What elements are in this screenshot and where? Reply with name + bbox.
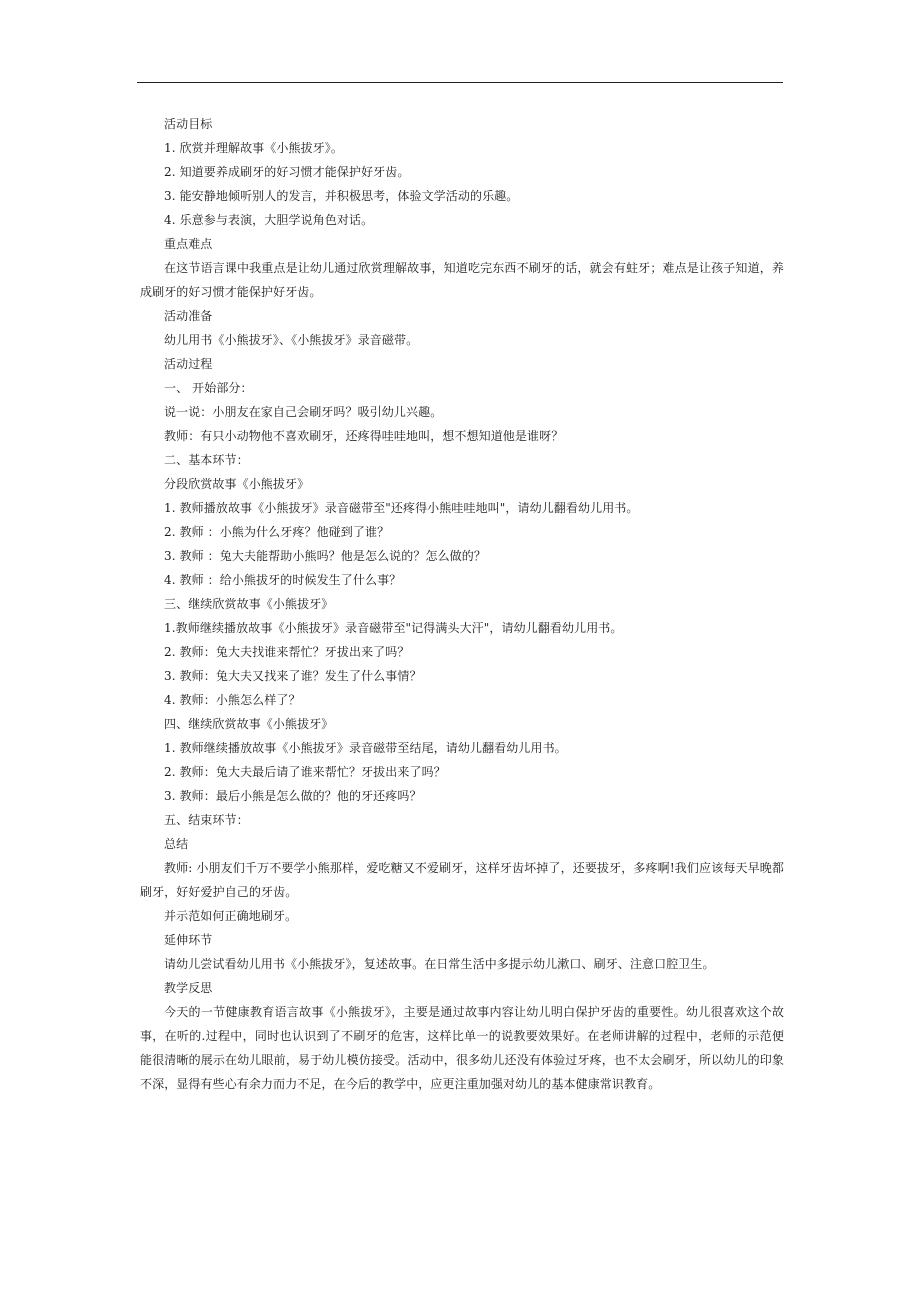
section-title: 三、继续欣赏故事《小熊拔牙》 xyxy=(164,597,334,611)
goal-item: 2. 知道要养成刷牙的好习惯才能保护好牙齿。 xyxy=(164,165,410,179)
section-line: 3. 教师 ：兔大夫能帮助小熊吗？他是怎么说的？怎么做的？ xyxy=(164,549,486,563)
heading-reflection: 教学反思 xyxy=(164,981,213,995)
section-line: 3. 教师：兔大夫又找来了谁？发生了什么事情？ xyxy=(164,669,422,683)
section-title: 四、继续欣赏故事《小熊拔牙》 xyxy=(164,717,334,731)
heading-key-points: 重点难点 xyxy=(164,237,213,251)
section-line: 说一说：小朋友在家自己会刷牙吗？吸引幼儿兴趣。 xyxy=(164,405,443,419)
key-points-paragraph: 在这节语言课中我重点是让幼儿通过欣赏理解故事，知道吃完东西不刷牙的话，就会有蛀牙；难点是让孩子知道，养成刷牙的好习惯才能保护好牙齿。 xyxy=(140,261,784,299)
heading-process: 活动过程 xyxy=(164,357,213,371)
heading-goals: 活动目标 xyxy=(164,117,213,131)
section-line: 3. 教师：最后小熊是怎么做的？他的牙还疼吗？ xyxy=(164,789,422,803)
preparation-text: 幼儿用书《小熊拔牙》、《小熊拔牙》录音磁带。 xyxy=(164,333,419,347)
goal-item: 3. 能安静地倾听别人的发言，并积极思考，体验文学活动的乐趣。 xyxy=(164,189,519,203)
goal-item: 4. 乐意参与表演，大胆学说角色对话。 xyxy=(164,213,374,227)
section-line: 1.教师继续播放故事《小熊拔牙》录音磁带至"记得满头大汗"，请幼儿翻看幼儿用书。 xyxy=(164,621,623,635)
section-line: 4. 教师 ：给小熊拔牙的时候发生了什么事？ xyxy=(164,573,402,587)
section-line: 教师：有只小动物他不喜欢刷牙，还疼得哇哇地叫，想不想知道他是谁呀？ xyxy=(164,429,564,443)
section-line: 2. 教师 ：小熊为什么牙疼？他碰到了谁？ xyxy=(164,525,390,539)
section-subtitle: 分段欣赏故事《小熊拔牙》 xyxy=(164,477,310,491)
section-title: 二、基本环节： xyxy=(164,453,249,467)
section-line: 4. 教师：小熊怎么样了？ xyxy=(164,693,301,707)
reflection-paragraph: 今天的一节健康教育语言故事《小熊拔牙》，主要是通过故事内容让幼儿明白保护牙齿的重要性。幼儿很喜欢这个故事，在听的.过程中，同时也认识到了不刷牙的危害，这样比单一的说教要效果好。在老师讲解的过程中，老师的示范便能很清晰的展示在幼儿眼前，易于幼儿模仿接受。活动中，很多幼儿还没有体验过牙疼，也不太会刷牙，所以幼儿的印象不深，显得有些心有余力而力不足，在今后的教学中，应更注重加强对幼儿的基本健康常识教育。 xyxy=(140,1005,784,1091)
summary-paragraph: 教师: 小朋友们千万不要学小熊那样，爱吃糖又不爱刷牙，这样牙齿坏掉了，还要拔牙，多疼啊!我们应该每天早晚都刷牙，好好爱护自己的牙齿。 xyxy=(140,861,784,899)
goal-item: 1. 欣赏并理解故事《小熊拔牙》。 xyxy=(164,141,343,155)
section-line: 2. 教师：兔大夫找谁来帮忙？牙拔出来了吗？ xyxy=(164,645,410,659)
section-title: 一、 开始部分： xyxy=(164,381,253,395)
heading-preparation: 活动准备 xyxy=(164,309,213,323)
extension-text: 请幼儿尝试看幼儿用书《小熊拔牙》，复述故事。在日常生活中多提示幼儿漱口、刷牙、注意口腔卫生。 xyxy=(164,957,715,971)
section-title: 五、结束环节： xyxy=(164,813,249,827)
header-rule xyxy=(137,82,783,83)
section-line: 1. 教师继续播放故事《小熊拔牙》录音磁带至结尾，请幼儿翻看幼儿用书。 xyxy=(164,741,567,755)
section-line: 1. 教师播放故事《小熊拔牙》录音磁带至"还疼得小熊哇哇地叫"，请幼儿翻看幼儿用书。 xyxy=(164,501,639,515)
summary-label: 总结 xyxy=(164,837,189,851)
demo-text: 并示范如何正确地刷牙。 xyxy=(164,909,298,923)
document-body xyxy=(140,112,784,1096)
section-line: 2. 教师：兔大夫最后请了谁来帮忙？牙拔出来了吗？ xyxy=(164,765,446,779)
heading-extension: 延伸环节 xyxy=(164,933,213,947)
